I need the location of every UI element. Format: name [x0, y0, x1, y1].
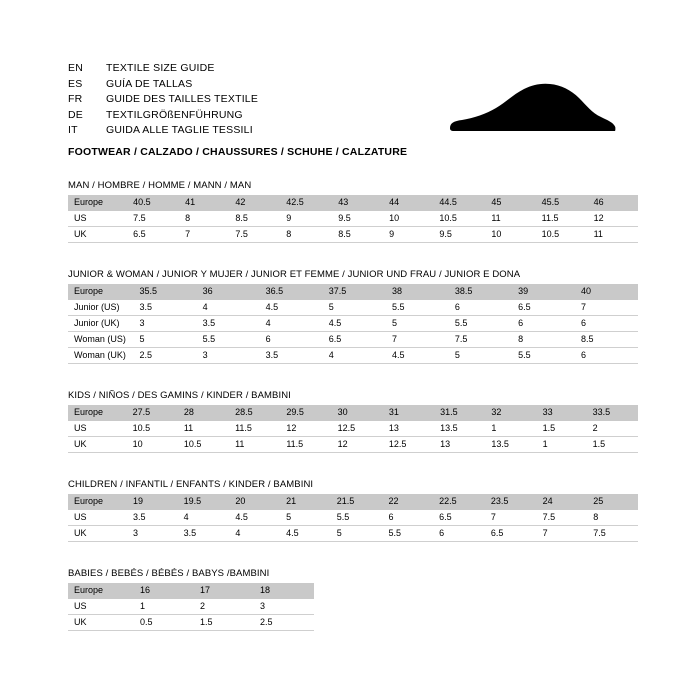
- cell: 3.5: [260, 348, 323, 364]
- table-row: [68, 348, 638, 364]
- cell: 8: [512, 332, 575, 348]
- table-row: [68, 526, 638, 542]
- row-label: UK: [68, 437, 127, 453]
- row-label: UK: [68, 227, 127, 243]
- group-babies: [68, 568, 638, 631]
- row-label: UK: [68, 526, 127, 542]
- group-title: MAN / HOMBRE / HOMME / MANN / MAN: [68, 180, 252, 191]
- cell: 10: [485, 227, 535, 243]
- cell: 4.5: [323, 316, 386, 332]
- cell: 5: [386, 316, 449, 332]
- table-row: [68, 421, 638, 437]
- cell: 8: [587, 510, 638, 526]
- cell: 8: [179, 211, 229, 227]
- cell: 40: [575, 284, 638, 300]
- cell: 3: [197, 348, 260, 364]
- cell: 12.5: [332, 421, 383, 437]
- cell: 11: [485, 211, 535, 227]
- cell: 11.5: [280, 437, 331, 453]
- cell: 6.5: [512, 300, 575, 316]
- cell: 12.5: [383, 437, 434, 453]
- cell: 45.5: [536, 195, 588, 211]
- cell: 2: [194, 599, 254, 615]
- cell: 6: [512, 316, 575, 332]
- cell: 12: [280, 421, 331, 437]
- row-label: US: [68, 510, 127, 526]
- cell: 7: [386, 332, 449, 348]
- cell: 1: [537, 437, 587, 453]
- row-label: Europe: [68, 195, 127, 211]
- cell: 25: [587, 494, 638, 510]
- size-table-junior-woman: [68, 284, 638, 364]
- language-title: GUÍA DE TALLAS: [106, 77, 193, 90]
- cell: 4.5: [386, 348, 449, 364]
- cell: 3.5: [178, 526, 230, 542]
- cell: 4: [178, 510, 230, 526]
- cell: 23.5: [485, 494, 537, 510]
- cell: 42.5: [280, 195, 332, 211]
- cell: 19: [127, 494, 178, 510]
- cell: 7: [575, 300, 638, 316]
- cell: 6: [449, 300, 512, 316]
- cell: 43: [332, 195, 383, 211]
- cell: 5: [133, 332, 196, 348]
- language-row: [68, 78, 258, 94]
- cell: 42: [229, 195, 280, 211]
- cell: 21.5: [331, 494, 383, 510]
- cell: 10.5: [433, 211, 485, 227]
- cell: 36: [197, 284, 260, 300]
- cell: 4: [260, 316, 323, 332]
- cell: 31: [383, 405, 434, 421]
- cell: 28: [178, 405, 229, 421]
- cell: 8.5: [332, 227, 383, 243]
- cell: 6.5: [323, 332, 386, 348]
- language-title: TEXTILE SIZE GUIDE: [106, 62, 215, 74]
- cell: 13: [434, 437, 485, 453]
- cell: 11: [178, 421, 229, 437]
- size-table-babies: [68, 583, 314, 631]
- cell: 6: [382, 510, 433, 526]
- table-row: [68, 316, 638, 332]
- row-label: US: [68, 599, 134, 615]
- language-row: [68, 62, 258, 78]
- table-row: [68, 332, 638, 348]
- cell: 10: [127, 437, 178, 453]
- cell: 9.5: [332, 211, 383, 227]
- cell: 12: [332, 437, 383, 453]
- cell: 7: [485, 510, 537, 526]
- cell: 10: [383, 211, 433, 227]
- table-row: [68, 437, 638, 453]
- cell: 7.5: [537, 510, 588, 526]
- cell: 0.5: [134, 615, 194, 631]
- table-row: [68, 300, 638, 316]
- group-title: JUNIOR & WOMAN / JUNIOR Y MUJER / JUNIOR ET FEMME / JUNIOR UND FRAU / JUNIOR E DONA: [68, 269, 521, 280]
- cell: 17: [194, 583, 254, 599]
- group-title: CHILDREN / INFANTIL / ENFANTS / KINDER / BAMBINI: [68, 479, 314, 490]
- cell: 4: [229, 526, 280, 542]
- row-label: UK: [68, 615, 134, 631]
- cell: 7.5: [127, 211, 179, 227]
- cell: 4.5: [229, 510, 280, 526]
- size-table-kids: [68, 405, 638, 453]
- cell: 6: [575, 348, 638, 364]
- cell: 5.5: [512, 348, 575, 364]
- group-title: KIDS / NIÑOS / DES GAMINS / KINDER / BAMBINI: [68, 390, 291, 401]
- cell: 3.5: [127, 510, 178, 526]
- cell: 5: [323, 300, 386, 316]
- cell: 20: [229, 494, 280, 510]
- language-code: EN: [68, 62, 83, 74]
- cell: 31.5: [434, 405, 485, 421]
- cell: 7.5: [229, 227, 280, 243]
- cell: 3.5: [197, 316, 260, 332]
- cell: 21: [280, 494, 331, 510]
- cell: 5: [331, 526, 383, 542]
- cell: 22: [382, 494, 433, 510]
- cell: 4: [323, 348, 386, 364]
- cell: 3: [133, 316, 196, 332]
- table-row: [68, 599, 314, 615]
- cell: 3.5: [133, 300, 196, 316]
- cell: 13: [383, 421, 434, 437]
- cell: 5.5: [449, 316, 512, 332]
- cell: 3: [127, 526, 178, 542]
- group-kids: [68, 390, 638, 453]
- cell: 6: [433, 526, 485, 542]
- cell: 9: [383, 227, 433, 243]
- cell: 7: [537, 526, 588, 542]
- row-label: Europe: [68, 494, 127, 510]
- cell: 39: [512, 284, 575, 300]
- language-code: ES: [68, 77, 83, 90]
- size-table-man: [68, 195, 638, 243]
- cell: 40.5: [127, 195, 179, 211]
- cell: 35.5: [133, 284, 196, 300]
- cell: 1.5: [537, 421, 587, 437]
- cell: 19.5: [178, 494, 230, 510]
- cell: 7: [179, 227, 229, 243]
- size-table-children: [68, 494, 638, 542]
- cell: 6.5: [433, 510, 485, 526]
- cell: 45: [485, 195, 535, 211]
- cell: 8: [280, 227, 332, 243]
- language-code: IT: [68, 124, 78, 136]
- group-man: [68, 180, 638, 243]
- language-title: GUIDA ALLE TAGLIE TESSILI: [106, 124, 253, 136]
- cell: 1: [134, 599, 194, 615]
- cell: 5: [280, 510, 331, 526]
- cell: 7.5: [449, 332, 512, 348]
- cell: 24: [537, 494, 588, 510]
- cell: 30: [332, 405, 383, 421]
- group-children: [68, 479, 638, 542]
- table-row: [68, 583, 314, 599]
- cell: 13.5: [485, 437, 536, 453]
- cell: 37.5: [323, 284, 386, 300]
- cell: 27.5: [127, 405, 178, 421]
- cell: 8.5: [229, 211, 280, 227]
- table-row: [68, 494, 638, 510]
- cell: 8.5: [575, 332, 638, 348]
- row-label: Europe: [68, 405, 127, 421]
- cell: 4.5: [280, 526, 331, 542]
- cell: 9.5: [433, 227, 485, 243]
- cell: 4: [197, 300, 260, 316]
- cell: 5: [449, 348, 512, 364]
- language-title: TEXTILGRÖßENFÜHRUNG: [106, 108, 243, 121]
- cell: 1.5: [587, 437, 638, 453]
- table-row: [68, 195, 638, 211]
- cell: 10.5: [127, 421, 178, 437]
- cell: 33.5: [587, 405, 638, 421]
- group-title: BABIES / BEBÉS / BÉBÉS / BABYS /BAMBINI: [68, 568, 270, 579]
- group-junior-woman: [68, 269, 638, 364]
- cell: 28.5: [229, 405, 280, 421]
- cell: 38: [386, 284, 449, 300]
- table-row: [68, 211, 638, 227]
- language-row: [68, 109, 258, 125]
- cell: 41: [179, 195, 229, 211]
- language-code: DE: [68, 108, 83, 121]
- cell: 18: [254, 583, 314, 599]
- cell: 5.5: [331, 510, 383, 526]
- cell: 6: [575, 316, 638, 332]
- row-label: US: [68, 211, 127, 227]
- page-header: [68, 62, 638, 158]
- cell: 6.5: [127, 227, 179, 243]
- row-label: Junior (US): [68, 300, 133, 316]
- row-label: US: [68, 421, 127, 437]
- cell: 33: [537, 405, 587, 421]
- cell: 2: [587, 421, 638, 437]
- cell: 7.5: [587, 526, 638, 542]
- row-label: Europe: [68, 284, 133, 300]
- table-row: [68, 615, 314, 631]
- cell: 5.5: [386, 300, 449, 316]
- language-title: GUIDE DES TAILLES TEXTILE: [106, 93, 259, 105]
- cell: 5.5: [382, 526, 433, 542]
- cell: 32: [485, 405, 536, 421]
- table-row: [68, 510, 638, 526]
- cell: 38.5: [449, 284, 512, 300]
- cell: 6.5: [485, 526, 537, 542]
- table-row: [68, 284, 638, 300]
- language-code: FR: [68, 93, 83, 105]
- cell: 36.5: [260, 284, 323, 300]
- row-label: Junior (UK): [68, 316, 133, 332]
- cell: 10.5: [178, 437, 229, 453]
- row-label: Woman (UK): [68, 348, 133, 364]
- row-label: Woman (US): [68, 332, 133, 348]
- cell: 4.5: [260, 300, 323, 316]
- dress-shoe-icon: [440, 80, 620, 140]
- cell: 10.5: [536, 227, 588, 243]
- language-title-list: [68, 62, 258, 140]
- cell: 44: [383, 195, 433, 211]
- table-row: [68, 227, 638, 243]
- footwear-section-title: FOOTWEAR / CALZADO / CHAUSSURES / SCHUHE / CALZATURE: [68, 145, 408, 158]
- cell: 5.5: [197, 332, 260, 348]
- cell: 44.5: [433, 195, 485, 211]
- cell: 12: [588, 211, 638, 227]
- cell: 11: [588, 227, 638, 243]
- cell: 11.5: [536, 211, 588, 227]
- cell: 1.5: [194, 615, 254, 631]
- cell: 3: [254, 599, 314, 615]
- cell: 13.5: [434, 421, 485, 437]
- cell: 16: [134, 583, 194, 599]
- cell: 1: [485, 421, 536, 437]
- table-row: [68, 405, 638, 421]
- cell: 2.5: [133, 348, 196, 364]
- cell: 9: [280, 211, 332, 227]
- cell: 29.5: [280, 405, 331, 421]
- cell: 2.5: [254, 615, 314, 631]
- row-label: Europe: [68, 583, 134, 599]
- cell: 11.5: [229, 421, 280, 437]
- cell: 46: [588, 195, 638, 211]
- cell: 6: [260, 332, 323, 348]
- language-row: [68, 93, 258, 109]
- language-row: [68, 124, 258, 140]
- cell: 11: [229, 437, 280, 453]
- cell: 22.5: [433, 494, 485, 510]
